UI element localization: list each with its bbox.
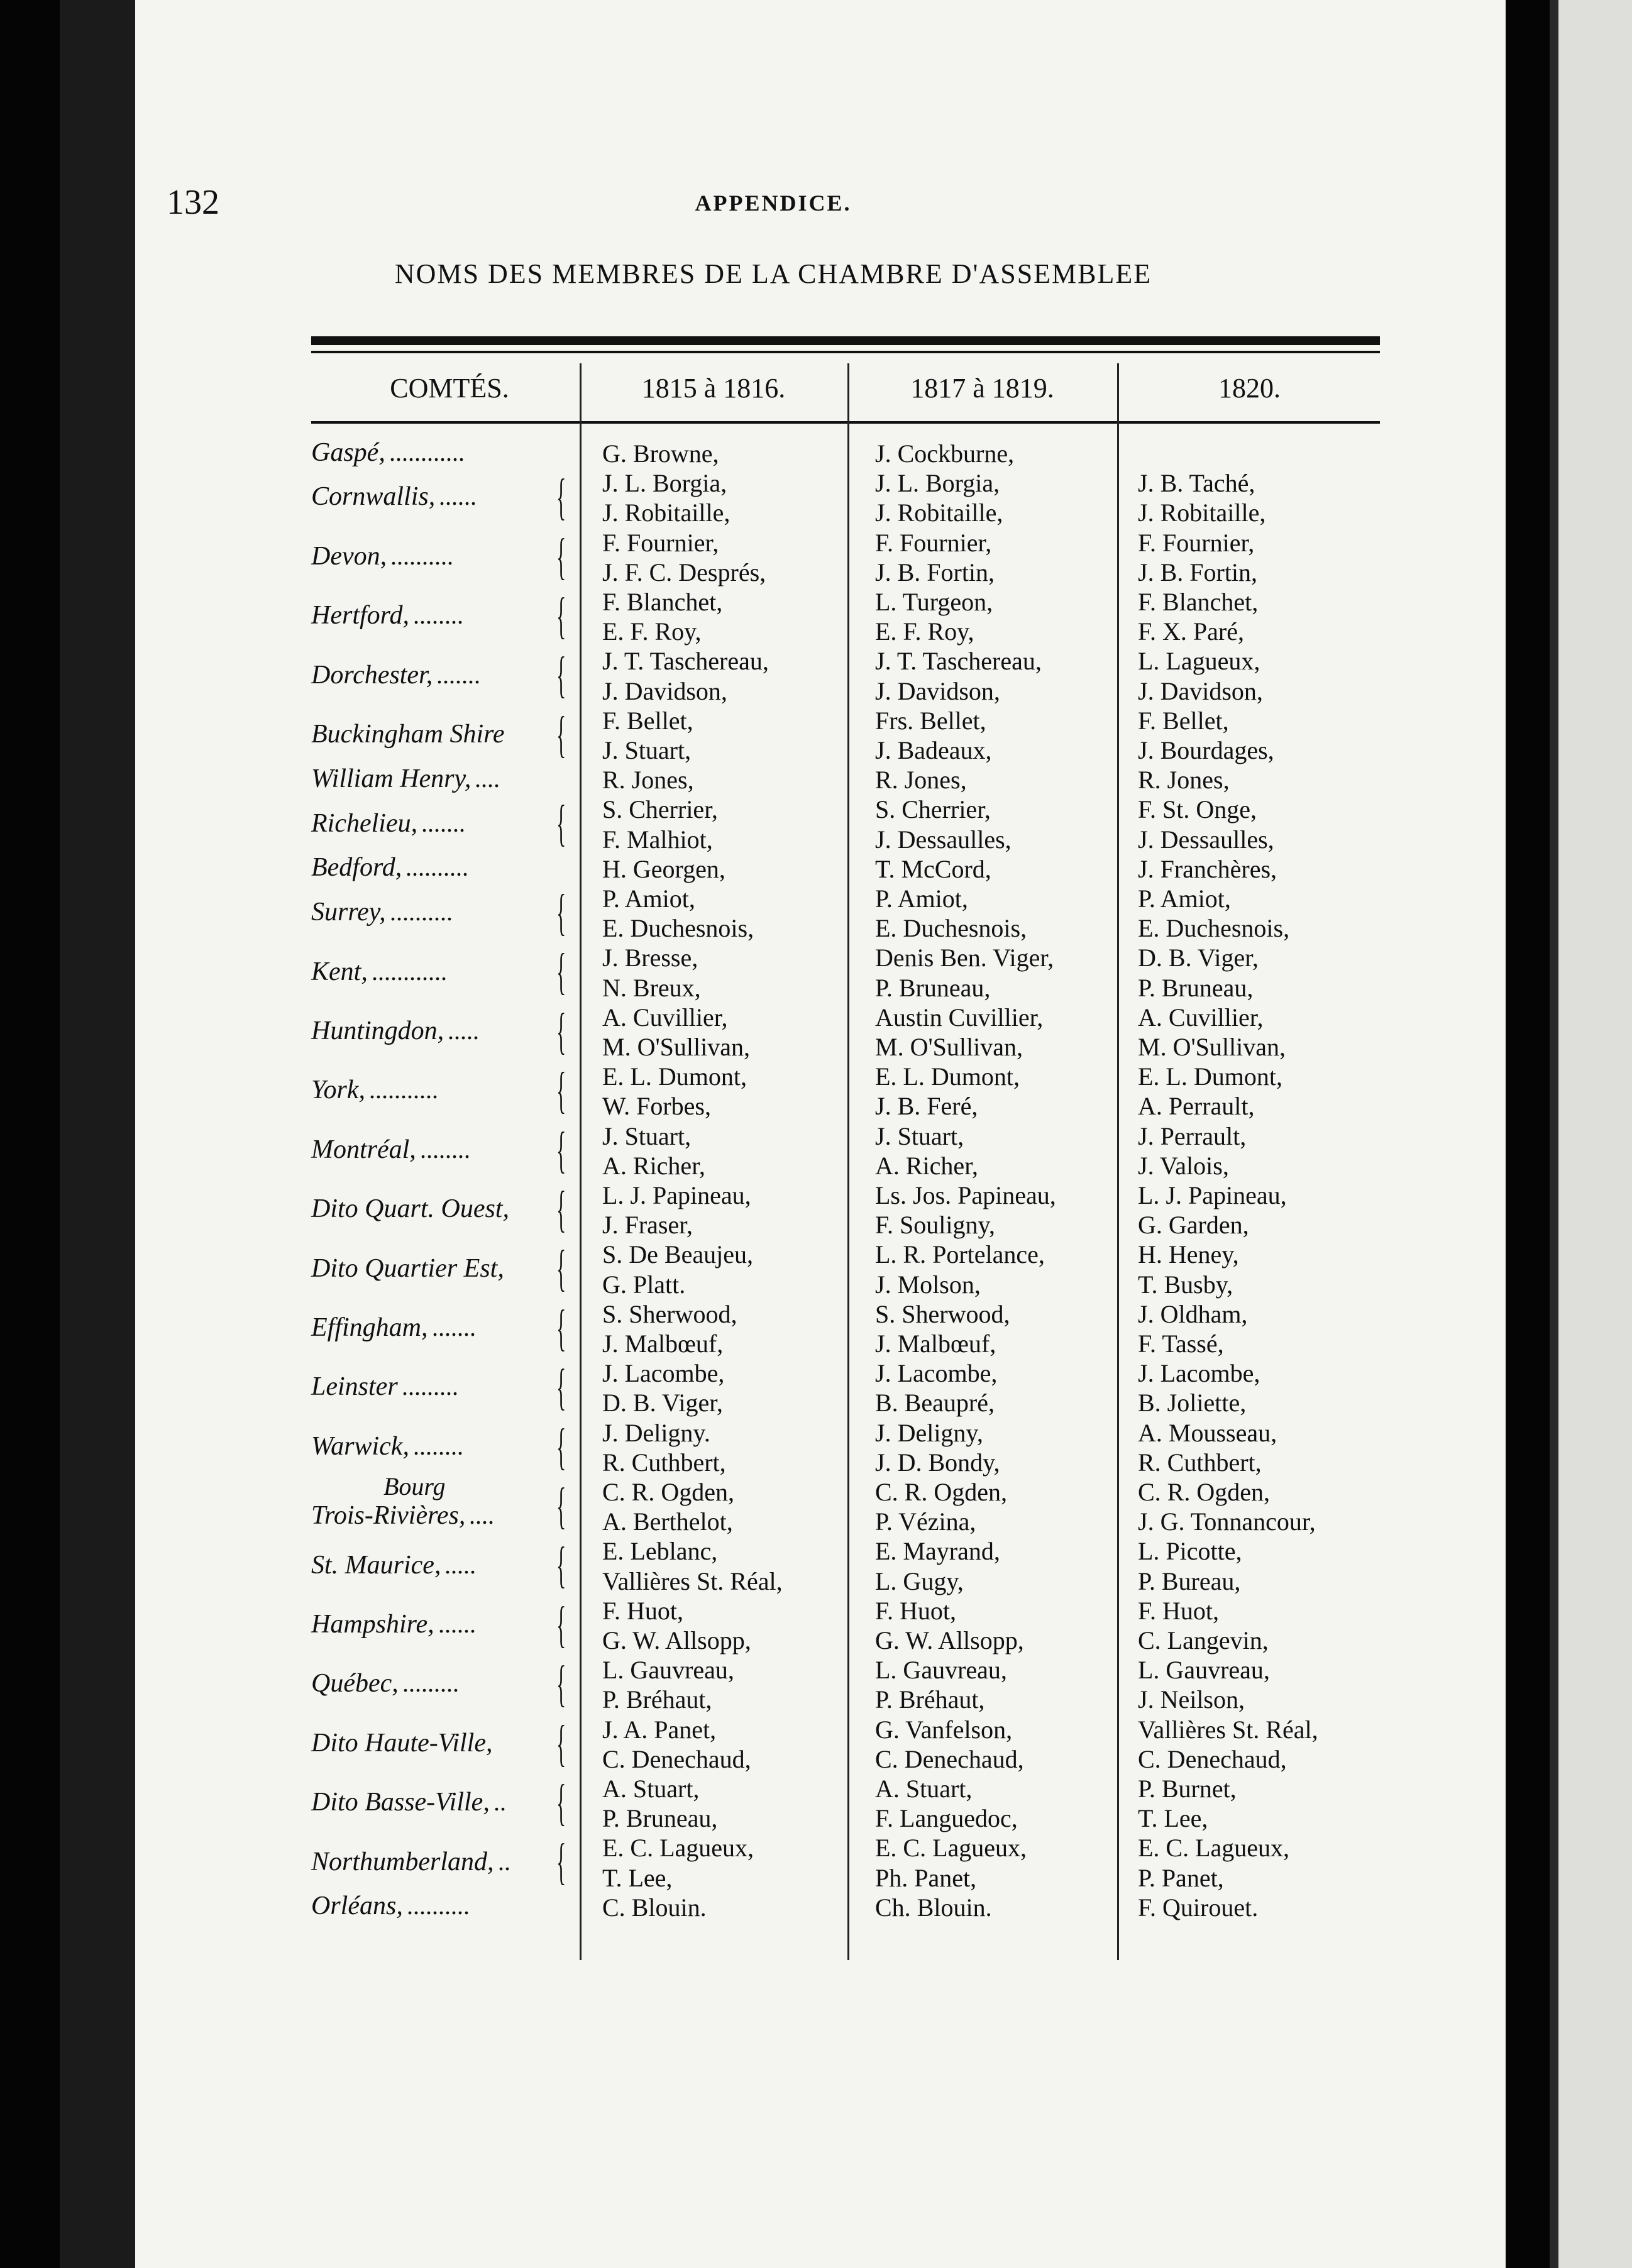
- member-1815-1816: W. Forbes,: [602, 1092, 711, 1121]
- title-rule-thick: [311, 336, 1380, 345]
- member-1817-1819: F. Languedoc,: [875, 1804, 1018, 1833]
- leader-dots: .....: [444, 1550, 476, 1579]
- county-name: Gaspé,: [311, 438, 385, 467]
- county-name: Buckingham Shire: [311, 720, 505, 749]
- member-1817-1819: E. L. Dumont,: [875, 1062, 1020, 1091]
- member-1815-1816: M. O'Sullivan,: [602, 1033, 750, 1061]
- county-name: Dito Quartier Est,: [311, 1253, 504, 1283]
- member-1817-1819: J. D. Bondy,: [875, 1448, 1000, 1477]
- leader-dots: ..........: [390, 541, 453, 570]
- brace-icon: {: [556, 707, 566, 762]
- member-1817-1819: E. Duchesnois,: [875, 914, 1027, 943]
- member-1815-1816: J. F. C. Després,: [602, 558, 766, 586]
- county-name: York,: [311, 1076, 365, 1105]
- member-1820: A. Perrault,: [1138, 1092, 1255, 1121]
- brace-icon: {: [556, 796, 566, 852]
- member-1817-1819: G. W. Allsopp,: [875, 1626, 1024, 1654]
- member-1815-1816: A. Richer,: [602, 1151, 705, 1180]
- member-1817-1819: Ch. Blouin.: [875, 1893, 992, 1922]
- brace-icon: {: [556, 1182, 566, 1237]
- leader-dots: ............: [372, 957, 447, 986]
- member-1820: T. Busby,: [1138, 1270, 1233, 1299]
- member-1817-1819: B. Beaupré,: [875, 1389, 995, 1418]
- member-1817-1819: P. Bruneau,: [875, 973, 991, 1002]
- member-1820: J. Franchères,: [1138, 854, 1277, 883]
- county-name: Northumberland,: [311, 1847, 494, 1876]
- member-1817-1819: L. R. Portelance,: [875, 1240, 1045, 1269]
- member-1820: B. Joliette,: [1138, 1389, 1247, 1418]
- county-prefix: Bourg: [383, 1472, 446, 1501]
- member-1815-1816: J. Davidson,: [602, 676, 727, 705]
- column-header-comtes: COMTÉS.: [390, 373, 509, 404]
- member-1815-1816: S. De Beaujeu,: [602, 1240, 753, 1269]
- member-1817-1819: J. Davidson,: [875, 676, 1000, 705]
- member-1815-1816: R. Jones,: [602, 766, 694, 795]
- member-1817-1819: L. Gauvreau,: [875, 1656, 1007, 1685]
- brace-icon: {: [556, 1419, 566, 1475]
- column-divider: [1117, 363, 1119, 1960]
- brace-icon: {: [556, 1597, 566, 1653]
- member-1820: J. Davidson,: [1138, 676, 1263, 705]
- member-1815-1816: E. F. Roy,: [602, 617, 702, 646]
- county-name: Devon,: [311, 541, 387, 571]
- leader-dots: .......: [432, 1313, 476, 1341]
- member-1820: F. Huot,: [1138, 1596, 1220, 1625]
- member-1817-1819: F. Souligny,: [875, 1211, 995, 1240]
- member-1820: J. Valois,: [1138, 1151, 1229, 1180]
- member-1817-1819: S. Cherrier,: [875, 795, 991, 824]
- member-1815-1816: J. Stuart,: [602, 736, 692, 764]
- member-1815-1816: J. Robitaille,: [602, 498, 731, 527]
- member-1817-1819: J. Molson,: [875, 1270, 981, 1299]
- member-1815-1816: T. Lee,: [602, 1863, 673, 1892]
- member-1820: C. R. Ogden,: [1138, 1478, 1270, 1506]
- member-1817-1819: Denis Ben. Viger,: [875, 944, 1054, 972]
- member-1820: J. Perrault,: [1138, 1121, 1247, 1150]
- page-number: 132: [167, 183, 219, 222]
- member-1817-1819: E. F. Roy,: [875, 617, 974, 646]
- member-1820: J. Neilson,: [1138, 1685, 1245, 1714]
- member-1820: F. Fournier,: [1138, 528, 1255, 557]
- member-1820: J. B. Taché,: [1138, 469, 1255, 498]
- county-name: Effingham,: [311, 1313, 428, 1342]
- member-1815-1816: F. Blanchet,: [602, 588, 723, 616]
- member-1815-1816: N. Breux,: [602, 973, 701, 1002]
- member-1815-1816: E. Leblanc,: [602, 1537, 718, 1566]
- leader-dots: ......: [438, 1610, 476, 1638]
- member-1820: D. B. Viger,: [1138, 944, 1259, 972]
- member-1815-1816: A. Stuart,: [602, 1775, 700, 1803]
- member-1820: T. Lee,: [1138, 1804, 1208, 1833]
- member-1817-1819: F. Huot,: [875, 1596, 957, 1625]
- member-1815-1816: F. Fournier,: [602, 528, 719, 557]
- member-1817-1819: Austin Cuvillier,: [875, 1003, 1044, 1032]
- member-1820: J. Robitaille,: [1138, 498, 1266, 527]
- member-1815-1816: S. Sherwood,: [602, 1299, 737, 1328]
- brace-icon: {: [556, 1003, 566, 1059]
- member-1815-1816: F. Malhiot,: [602, 825, 713, 854]
- member-1815-1816: J. T. Taschereau,: [602, 647, 769, 676]
- member-1815-1816: L. J. Papineau,: [602, 1181, 751, 1209]
- member-1820: J. G. Tonnancour,: [1138, 1507, 1316, 1536]
- member-1815-1816: E. C. Lagueux,: [602, 1834, 754, 1863]
- member-1817-1819: C. R. Ogden,: [875, 1478, 1007, 1506]
- county-name: Orléans,: [311, 1891, 403, 1921]
- member-1815-1816: G. Browne,: [602, 439, 719, 468]
- member-1817-1819: M. O'Sullivan,: [875, 1033, 1023, 1061]
- member-1820: J. Lacombe,: [1138, 1359, 1260, 1388]
- county-name: Surrey,: [311, 898, 386, 927]
- county-name: Leinster: [311, 1372, 398, 1402]
- member-1817-1819: E. C. Lagueux,: [875, 1834, 1027, 1863]
- leader-dots: ......: [439, 482, 477, 511]
- member-1820: P. Amiot,: [1138, 884, 1231, 913]
- member-1820: J. Oldham,: [1138, 1299, 1248, 1328]
- county-name: Cornwallis,: [311, 482, 436, 512]
- member-1817-1819: J. Cockburne,: [875, 439, 1015, 468]
- member-1817-1819: P. Amiot,: [875, 884, 968, 913]
- member-1815-1816: J. Fraser,: [602, 1211, 693, 1240]
- column-header-1815: 1815 à 1816.: [641, 373, 786, 404]
- member-1817-1819: F. Fournier,: [875, 528, 992, 557]
- county-name: Trois-Rivières,: [311, 1501, 466, 1531]
- member-1817-1819: S. Sherwood,: [875, 1299, 1010, 1328]
- member-1820: G. Garden,: [1138, 1211, 1249, 1240]
- column-header-1817: 1817 à 1819.: [910, 373, 1054, 404]
- page-header: [167, 182, 1380, 233]
- county-name: Québec,: [311, 1669, 399, 1698]
- member-1820: P. Bruneau,: [1138, 973, 1254, 1002]
- member-1820: E. Duchesnois,: [1138, 914, 1290, 943]
- county-name: William Henry,: [311, 764, 471, 793]
- county-name: St. Maurice,: [311, 1550, 441, 1580]
- county-name: Warwick,: [311, 1431, 409, 1461]
- member-1815-1816: P. Bruneau,: [602, 1804, 718, 1833]
- leader-dots: ..........: [407, 1891, 470, 1920]
- county-name: Dito Quart. Ouest,: [311, 1194, 509, 1224]
- member-1815-1816: C. R. Ogden,: [602, 1478, 734, 1506]
- member-1820: A. Mousseau,: [1138, 1418, 1277, 1447]
- member-1820: P. Bureau,: [1138, 1566, 1241, 1595]
- leader-dots: .....: [448, 1016, 479, 1045]
- leader-dots: ..: [498, 1847, 510, 1876]
- member-1817-1819: J. B. Feré,: [875, 1092, 978, 1121]
- member-1820: F. Quirouet.: [1138, 1893, 1259, 1922]
- member-1820: C. Langevin,: [1138, 1626, 1269, 1654]
- brace-icon: {: [556, 1122, 566, 1178]
- member-1815-1816: J. A. Panet,: [602, 1715, 717, 1744]
- member-1815-1816: R. Cuthbert,: [602, 1448, 726, 1477]
- member-1815-1816: J. Stuart,: [602, 1121, 692, 1150]
- brace-icon: {: [556, 1775, 566, 1830]
- brace-icon: {: [556, 885, 566, 940]
- leader-dots: ....: [469, 1501, 494, 1530]
- member-1820: A. Cuvillier,: [1138, 1003, 1264, 1032]
- member-1817-1819: J. Stuart,: [875, 1121, 964, 1150]
- header-rule: [311, 421, 1380, 424]
- leader-dots: ...........: [369, 1076, 438, 1104]
- leader-dots: ........: [420, 1135, 470, 1164]
- leader-dots: ........: [413, 601, 463, 630]
- member-1817-1819: J. L. Borgia,: [875, 469, 1000, 498]
- member-1815-1816: A. Berthelot,: [602, 1507, 733, 1536]
- brace-icon: {: [556, 1063, 566, 1119]
- leader-dots: ..........: [405, 853, 468, 882]
- member-1820: F. Tassé,: [1138, 1329, 1224, 1358]
- brace-icon: {: [556, 1656, 566, 1712]
- member-1815-1816: J. Bresse,: [602, 944, 698, 972]
- brace-icon: {: [556, 529, 566, 585]
- member-1817-1819: J. T. Taschereau,: [875, 647, 1042, 676]
- county-name: Dito Basse-Ville,: [311, 1788, 490, 1817]
- member-1820: Vallières St. Réal,: [1138, 1715, 1318, 1744]
- brace-icon: {: [556, 1538, 566, 1594]
- member-1815-1816: J. Lacombe,: [602, 1359, 725, 1388]
- member-1820: P. Panet,: [1138, 1863, 1224, 1892]
- column-header-1820: 1820.: [1218, 373, 1281, 404]
- member-1815-1816: A. Cuvillier,: [602, 1003, 728, 1032]
- column-divider: [847, 363, 849, 1960]
- member-1820: F. St. Onge,: [1138, 795, 1257, 824]
- member-1820: R. Cuthbert,: [1138, 1448, 1262, 1477]
- member-1817-1819: R. Jones,: [875, 766, 967, 795]
- member-1817-1819: J. Malbœuf,: [875, 1329, 996, 1358]
- column-divider: [580, 363, 582, 1960]
- county-name: Kent,: [311, 957, 368, 986]
- county-name: Hertford,: [311, 601, 409, 630]
- member-1817-1819: A. Stuart,: [875, 1775, 973, 1803]
- member-1820: R. Jones,: [1138, 766, 1230, 795]
- brace-icon: {: [556, 1300, 566, 1356]
- member-1817-1819: A. Richer,: [875, 1151, 978, 1180]
- member-1817-1819: C. Denechaud,: [875, 1744, 1024, 1773]
- member-1815-1816: S. Cherrier,: [602, 795, 718, 824]
- member-1820: P. Burnet,: [1138, 1775, 1237, 1803]
- member-1815-1816: G. Platt.: [602, 1270, 686, 1299]
- brace-icon: {: [556, 588, 566, 644]
- member-1815-1816: E. L. Dumont,: [602, 1062, 747, 1091]
- brace-icon: {: [556, 1715, 566, 1771]
- county-name: Dorchester,: [311, 660, 433, 690]
- member-1820: C. Denechaud,: [1138, 1744, 1287, 1773]
- leader-dots: ..: [493, 1788, 506, 1817]
- brace-icon: {: [556, 1478, 566, 1534]
- page-gutter: [1506, 0, 1550, 2268]
- member-1817-1819: Ls. Jos. Papineau,: [875, 1181, 1056, 1209]
- member-1815-1816: C. Denechaud,: [602, 1744, 751, 1773]
- member-1815-1816: C. Blouin.: [602, 1893, 707, 1922]
- county-name: Montréal,: [311, 1135, 416, 1164]
- member-1815-1816: Vallières St. Réal,: [602, 1566, 783, 1595]
- member-1817-1819: T. McCord,: [875, 854, 991, 883]
- member-1817-1819: J. Badeaux,: [875, 736, 992, 764]
- leader-dots: .......: [421, 808, 465, 837]
- member-1820: L. Picotte,: [1138, 1537, 1242, 1566]
- member-1815-1816: E. Duchesnois,: [602, 914, 754, 943]
- brace-icon: {: [556, 944, 566, 1000]
- member-1817-1819: J. B. Fortin,: [875, 558, 995, 586]
- member-1820: J. Dessaulles,: [1138, 825, 1274, 854]
- member-1817-1819: L. Gugy,: [875, 1566, 964, 1595]
- book-binding: [0, 0, 60, 2268]
- brace-icon: {: [556, 1834, 566, 1890]
- member-1817-1819: G. Vanfelson,: [875, 1715, 1013, 1744]
- member-1817-1819: P. Vézina,: [875, 1507, 976, 1536]
- member-1820: F. Blanchet,: [1138, 588, 1259, 616]
- member-1817-1819: J. Robitaille,: [875, 498, 1003, 527]
- county-name: Hampshire,: [311, 1610, 434, 1639]
- member-1820: L. J. Papineau,: [1138, 1181, 1287, 1209]
- leader-dots: ..........: [390, 898, 453, 927]
- member-1820: H. Heney,: [1138, 1240, 1239, 1269]
- brace-icon: {: [556, 470, 566, 526]
- member-1820: E. C. Lagueux,: [1138, 1834, 1290, 1863]
- member-1815-1816: J. Deligny.: [602, 1418, 710, 1447]
- member-1817-1819: E. Mayrand,: [875, 1537, 1000, 1566]
- page-title: NOMS DES MEMBRES DE LA CHAMBRE D'ASSEMBLEE: [394, 258, 1152, 289]
- member-1820: F. X. Paré,: [1138, 617, 1245, 646]
- member-1817-1819: L. Turgeon,: [875, 588, 993, 616]
- member-1817-1819: Frs. Bellet,: [875, 706, 986, 735]
- title-rule-thin: [311, 351, 1380, 353]
- member-1820: M. O'Sullivan,: [1138, 1033, 1286, 1061]
- member-1820: F. Bellet,: [1138, 706, 1229, 735]
- member-1815-1816: J. Malbœuf,: [602, 1329, 724, 1358]
- member-1815-1816: J. L. Borgia,: [602, 469, 727, 498]
- leader-dots: .........: [402, 1372, 458, 1401]
- member-1815-1816: H. Georgen,: [602, 854, 725, 883]
- member-1817-1819: J. Dessaulles,: [875, 825, 1012, 854]
- member-1820: L. Lagueux,: [1138, 647, 1260, 676]
- leader-dots: .......: [436, 660, 480, 689]
- member-1817-1819: P. Bréhaut,: [875, 1685, 985, 1714]
- adjacent-page-edge: [1550, 0, 1632, 2268]
- leader-dots: .........: [402, 1669, 459, 1698]
- leader-dots: ............: [389, 438, 465, 466]
- member-1815-1816: L. Gauvreau,: [602, 1656, 734, 1685]
- member-1817-1819: Ph. Panet,: [875, 1863, 977, 1892]
- member-1820: E. L. Dumont,: [1138, 1062, 1282, 1091]
- county-name: Dito Haute-Ville,: [311, 1728, 493, 1758]
- member-1815-1816: P. Bréhaut,: [602, 1685, 712, 1714]
- brace-icon: {: [556, 1360, 566, 1416]
- member-1820: L. Gauvreau,: [1138, 1656, 1270, 1685]
- member-1817-1819: J. Deligny,: [875, 1418, 983, 1447]
- member-1815-1816: G. W. Allsopp,: [602, 1626, 751, 1654]
- leader-dots: ........: [413, 1431, 463, 1460]
- brace-icon: {: [556, 647, 566, 703]
- member-1820: J. Bourdages,: [1138, 736, 1274, 764]
- member-1815-1816: D. B. Viger,: [602, 1389, 723, 1418]
- county-name: Huntingdon,: [311, 1016, 444, 1045]
- member-1820: J. B. Fortin,: [1138, 558, 1258, 586]
- brace-icon: {: [556, 1241, 566, 1297]
- member-1815-1816: F. Huot,: [602, 1596, 684, 1625]
- leader-dots: ....: [475, 764, 500, 793]
- running-head: APPENDICE.: [695, 190, 852, 216]
- county-name: Bedford,: [311, 853, 402, 883]
- book-binding-edge: [60, 0, 135, 2268]
- member-1815-1816: F. Bellet,: [602, 706, 693, 735]
- member-1815-1816: P. Amiot,: [602, 884, 695, 913]
- member-1817-1819: J. Lacombe,: [875, 1359, 998, 1388]
- county-name: Richelieu,: [311, 808, 418, 838]
